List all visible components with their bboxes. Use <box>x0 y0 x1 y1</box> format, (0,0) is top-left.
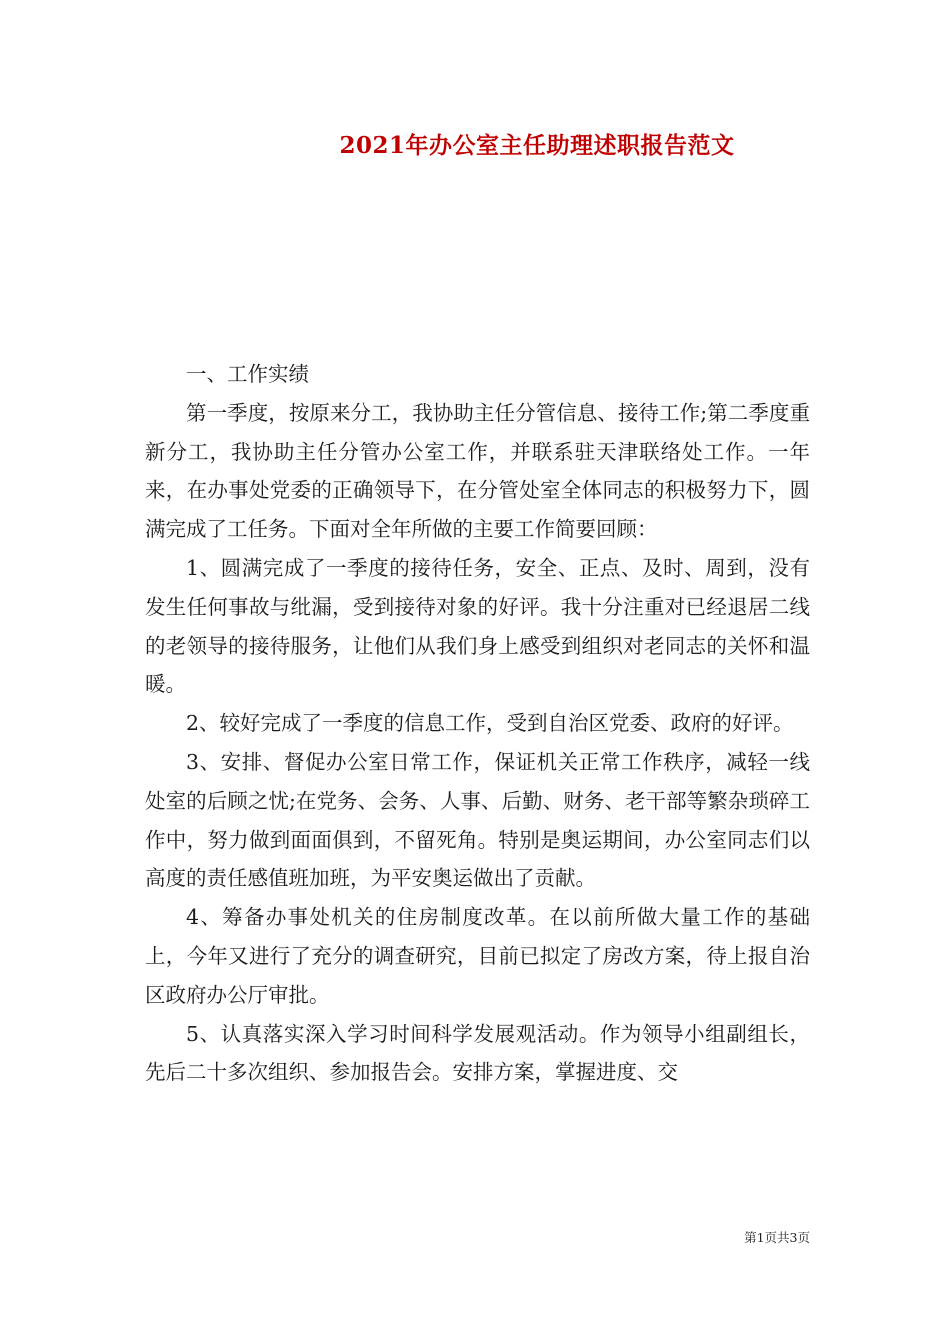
paragraph: 5、认真落实深入学习时间科学发展观活动。作为领导小组副组长，先后二十多次组织、参加报告会。安排方案，掌握进度、交 <box>145 1021 810 1085</box>
paragraph: 4、筹备办事处机关的住房制度改革。在以前所做大量工作的基础上，今年又进行了充分的调查研究，目前已拟定了房改方案，待上报自治区政府办公厅审批。 <box>145 905 810 1007</box>
section-heading: 一、工作实绩 <box>186 362 309 386</box>
document-title: 2021年办公室主任助理述职报告范文 <box>339 132 735 159</box>
paragraph: 第一季度，按原来分工，我协助主任分管信息、接待工作;第二季度重新分工，我协助主任分管办公室工作，并联系驻天津联络处工作。一年来，在办事处党委的正确领导下，在分管处室全体同志的积极努力下，圆满完成了工任务。下面对全年所做的主要工作简要回顾： <box>145 400 810 542</box>
paragraph: 3、安排、督促办公室日常工作，保证机关正常工作秩序，减轻一线处室的后顾之忧;在党务、会务、人事、后勤、财务、老干部等繁杂琐碎工作中，努力做到面面俱到，不留死角。特别是奥运期间，办公室同志们以高度的责任感值班加班，为平安奥运做出了贡献。 <box>145 749 810 891</box>
page-number: 第1页共3页 <box>744 1230 810 1245</box>
document-body <box>145 355 810 1092</box>
paragraph: 1、圆满完成了一季度的接待任务，安全、正点、及时、周到，没有发生任何事故与纰漏，受到接待对象的好评。我十分注重对已经退居二线的老领导的接待服务，让他们从我们身上感受到组织对老同志的关怀和温暖。 <box>145 555 810 697</box>
paragraph: 2、较好完成了一季度的信息工作，受到自治区党委、政府的好评。 <box>186 711 794 736</box>
